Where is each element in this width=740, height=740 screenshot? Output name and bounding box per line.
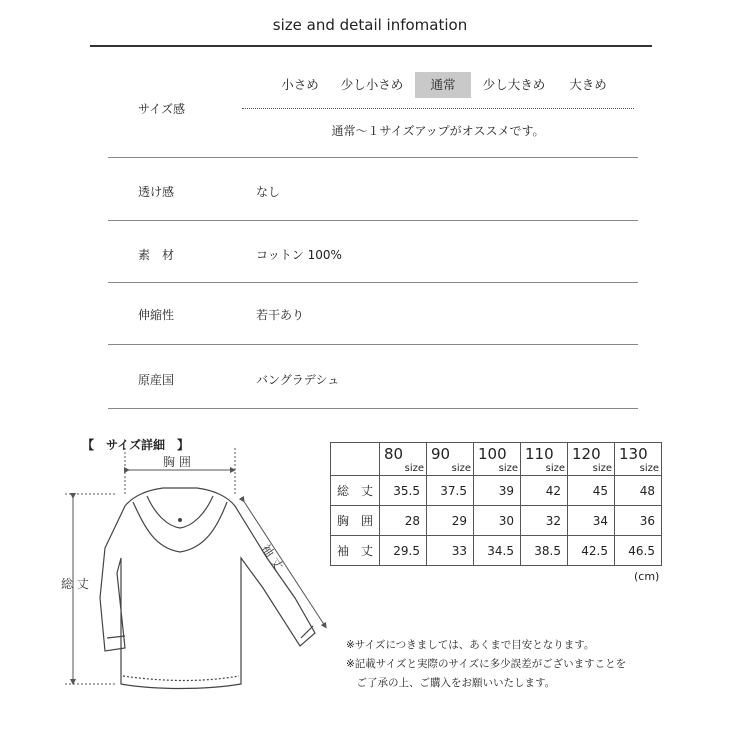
size-header-90 bbox=[427, 443, 474, 476]
table-corner-cell bbox=[331, 443, 380, 476]
size-header-80 bbox=[380, 443, 427, 476]
table-cell: 45 bbox=[568, 476, 615, 506]
table-cell: 42.5 bbox=[568, 536, 615, 566]
row-divider bbox=[108, 408, 638, 409]
size-number: 90 bbox=[431, 445, 451, 463]
footnote-2: ※記載サイズと実際のサイズに多少誤差がございますことを bbox=[346, 658, 627, 670]
size-header-100 bbox=[474, 443, 521, 476]
table-cell: 34.5 bbox=[474, 536, 521, 566]
size-unit: size bbox=[592, 463, 612, 474]
title-divider bbox=[90, 45, 652, 47]
row-divider bbox=[108, 282, 638, 283]
garment-diagram bbox=[55, 448, 345, 710]
table-header-row bbox=[331, 443, 662, 476]
button-icon bbox=[178, 518, 182, 522]
page-title: size and detail infomation bbox=[272, 16, 468, 34]
material-value: コットン 100% bbox=[256, 248, 342, 262]
table-cell: 37.5 bbox=[427, 476, 474, 506]
sheerness-label: 透け感 bbox=[138, 185, 175, 199]
origin-label: 原産国 bbox=[138, 373, 175, 387]
unit-note: (cm) bbox=[634, 570, 660, 583]
footnote-1: ※サイズにつきましては、あくまで目安となります。 bbox=[346, 639, 595, 651]
footnote-3: ご了承の上、ご購入をお願いいたします。 bbox=[346, 677, 556, 689]
table-cell: 39 bbox=[474, 476, 521, 506]
size-number: 130 bbox=[619, 445, 648, 463]
size-unit: size bbox=[498, 463, 518, 474]
table-cell: 32 bbox=[521, 506, 568, 536]
table-cell: 29.5 bbox=[380, 536, 427, 566]
row-divider bbox=[108, 157, 638, 158]
chest-label: 胸 囲 bbox=[163, 455, 191, 469]
size-unit: size bbox=[451, 463, 471, 474]
row-divider bbox=[108, 344, 638, 345]
stretch-value: 若干あり bbox=[256, 308, 305, 322]
fit-dotted-divider bbox=[242, 108, 634, 109]
size-unit: size bbox=[404, 463, 424, 474]
size-unit: size bbox=[639, 463, 659, 474]
size-header-120 bbox=[568, 443, 615, 476]
fit-option-slightly-small: 少し小さめ bbox=[340, 77, 404, 92]
table-row bbox=[331, 476, 662, 506]
row-divider bbox=[108, 220, 638, 221]
shirt-outline bbox=[100, 488, 315, 689]
table-cell: 36 bbox=[615, 506, 662, 536]
table-cell: 30 bbox=[474, 506, 521, 536]
length-label: 総 丈 bbox=[61, 577, 89, 591]
fit-option-regular: 通常 bbox=[415, 72, 471, 98]
row-label-sleeve: 袖 丈 bbox=[331, 536, 380, 566]
fit-option-large: 大きめ bbox=[569, 77, 607, 92]
row-label-chest: 胸 囲 bbox=[331, 506, 380, 536]
stretch-label: 伸縮性 bbox=[138, 308, 175, 322]
table-cell: 42 bbox=[521, 476, 568, 506]
table-cell: 38.5 bbox=[521, 536, 568, 566]
table-row bbox=[331, 506, 662, 536]
fit-option-slightly-large: 少し大きめ bbox=[482, 77, 546, 92]
row-label-length: 総 丈 bbox=[331, 476, 380, 506]
sleeve-label: 袖 丈 bbox=[258, 541, 286, 573]
size-header-110 bbox=[521, 443, 568, 476]
size-header-130 bbox=[615, 443, 662, 476]
fit-option-small: 小さめ bbox=[281, 77, 319, 92]
material-label: 素 材 bbox=[138, 248, 175, 262]
size-unit: size bbox=[545, 463, 565, 474]
table-cell: 35.5 bbox=[380, 476, 427, 506]
sheerness-value: なし bbox=[256, 185, 281, 199]
size-number: 120 bbox=[572, 445, 601, 463]
table-cell: 28 bbox=[380, 506, 427, 536]
origin-value: バングラデシュ bbox=[256, 373, 340, 387]
table-cell: 34 bbox=[568, 506, 615, 536]
fit-scale bbox=[242, 72, 634, 98]
table-cell: 48 bbox=[615, 476, 662, 506]
table-row bbox=[331, 536, 662, 566]
size-table bbox=[330, 442, 662, 566]
size-number: 80 bbox=[384, 445, 404, 463]
table-cell: 29 bbox=[427, 506, 474, 536]
table-cell: 33 bbox=[427, 536, 474, 566]
size-section-title: 【 サイズ詳細 】 bbox=[82, 438, 190, 452]
size-number: 100 bbox=[478, 445, 507, 463]
fit-label: サイズ感 bbox=[138, 102, 186, 116]
size-number: 110 bbox=[525, 445, 554, 463]
fit-note: 通常～１サイズアップがオススメです。 bbox=[331, 124, 545, 138]
table-cell: 46.5 bbox=[615, 536, 662, 566]
